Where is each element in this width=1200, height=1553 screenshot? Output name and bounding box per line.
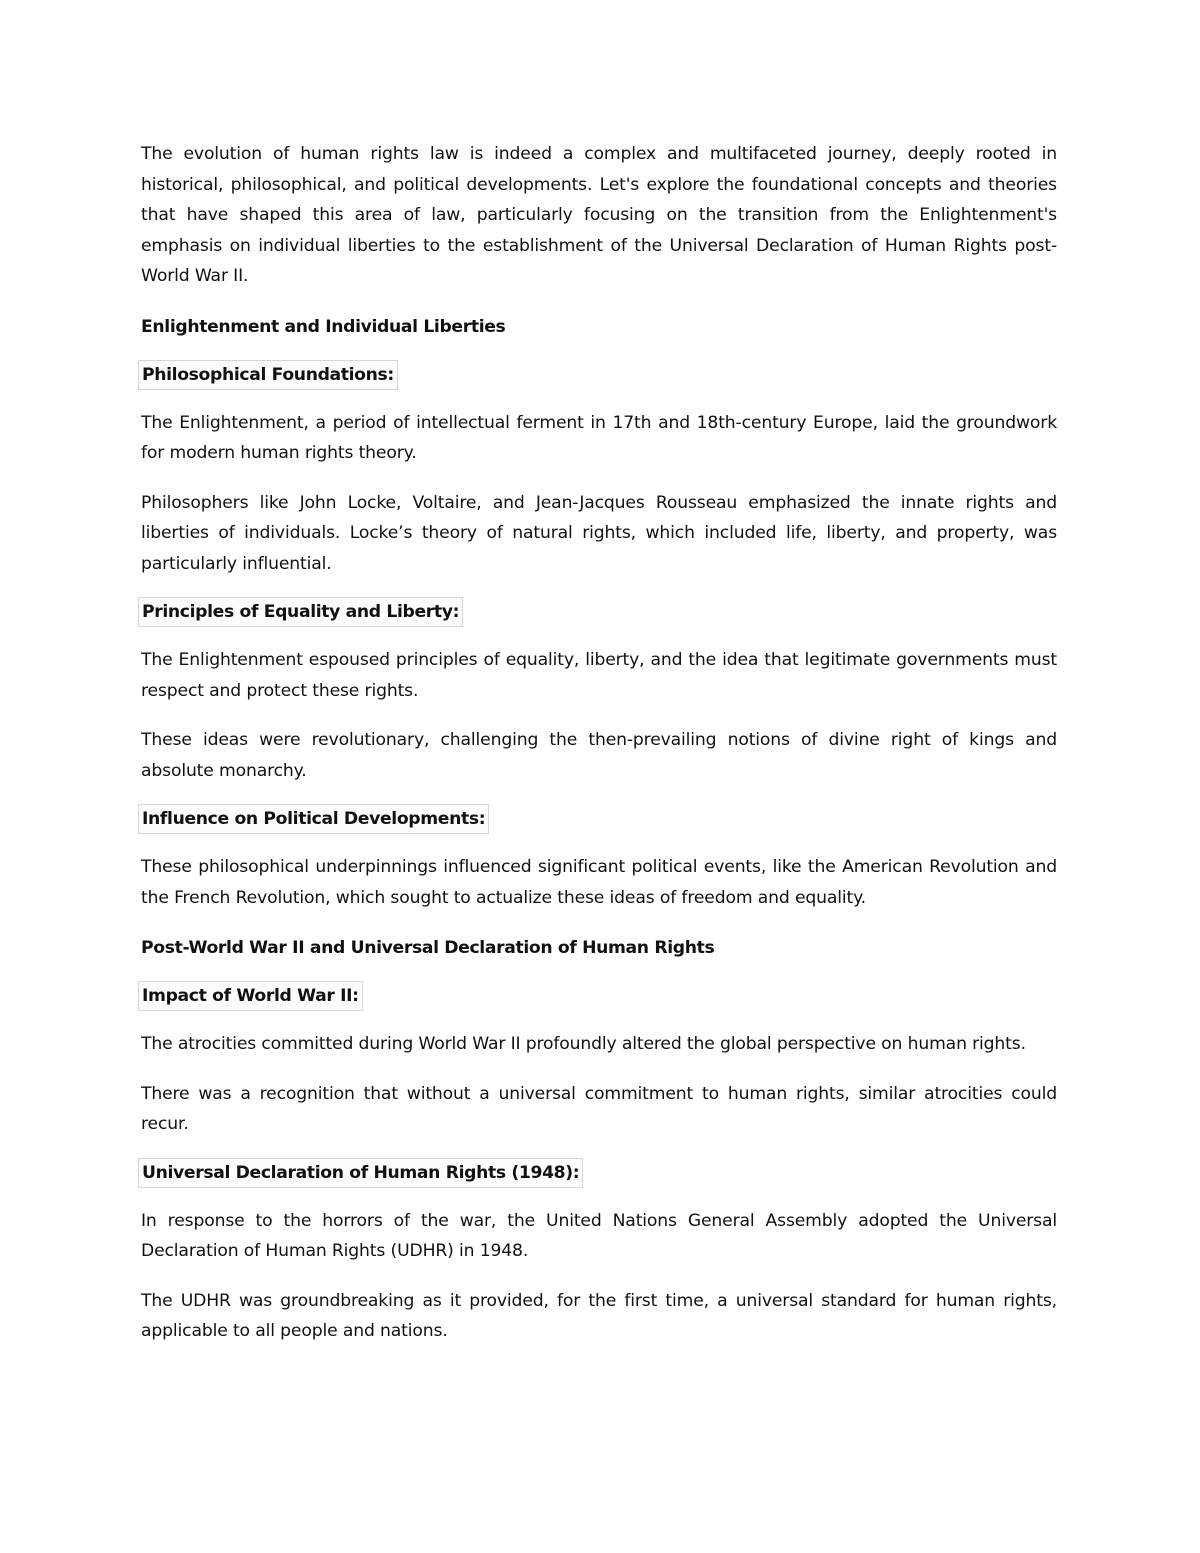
paragraph-un-adoption: In response to the horrors of the war, the United Nations General Assembly adopted the Universal Declaration of Human Rights (UDHR) in 1948.	[141, 1210, 1057, 1261]
paragraph-enlightenment-period: The Enlightenment, a period of intellectual ferment in 17th and 18th-century Europe, laid the groundwork for modern human rights theory.	[141, 412, 1057, 463]
paragraph-philosophers: Philosophers like John Locke, Voltaire, and Jean-Jacques Rousseau emphasized the innate rights and liberties of individuals. Locke’s theory of natural rights, which included life, liberty, and property, was particularly influential.	[141, 492, 1057, 574]
subheading-philosophical-foundations: Philosophical Foundations:	[138, 360, 398, 390]
section-heading-enlightenment: Enlightenment and Individual Liberties	[141, 316, 506, 337]
document-body	[141, 139, 1057, 1347]
subheading-udhr: Universal Declaration of Human Rights (1948):	[138, 1158, 583, 1188]
subheading-political-developments: Influence on Political Developments:	[138, 804, 489, 834]
paragraph-recognition: There was a recognition that without a universal commitment to human rights, similar atrocities could recur.	[141, 1083, 1057, 1134]
intro-paragraph: The evolution of human rights law is indeed a complex and multifaceted journey, deeply rooted in historical, philosophical, and political developments. Let's explore the foundational concepts and theories that have shaped this area of law, particularly focusing on the transition from the Enlightenment's emphasis on individual liberties to the establishment of the Universal Declaration of Human Rights post-World War II.	[141, 144, 1057, 286]
paragraph-political-events: These philosophical underpinnings influenced significant political events, like the American Revolution and the French Revolution, which sought to actualize these ideas of freedom and equality.	[141, 857, 1057, 908]
subheading-impact-ww2: Impact of World War II:	[138, 981, 363, 1011]
subheading-equality-liberty: Principles of Equality and Liberty:	[138, 597, 463, 627]
paragraph-revolutionary-ideas: These ideas were revolutionary, challenging the then-prevailing notions of divine right of kings and absolute monarchy.	[141, 730, 1057, 781]
paragraph-atrocities: The atrocities committed during World War II profoundly altered the global perspective on human rights.	[141, 1034, 1026, 1054]
paragraph-udhr-standard: The UDHR was groundbreaking as it provided, for the first time, a universal standard for human rights, applicable to all people and nations.	[141, 1290, 1057, 1341]
paragraph-principles: The Enlightenment espoused principles of equality, liberty, and the idea that legitimate governments must respect and protect these rights.	[141, 650, 1057, 701]
section-heading-post-ww2: Post-World War II and Universal Declaration of Human Rights	[141, 938, 715, 958]
